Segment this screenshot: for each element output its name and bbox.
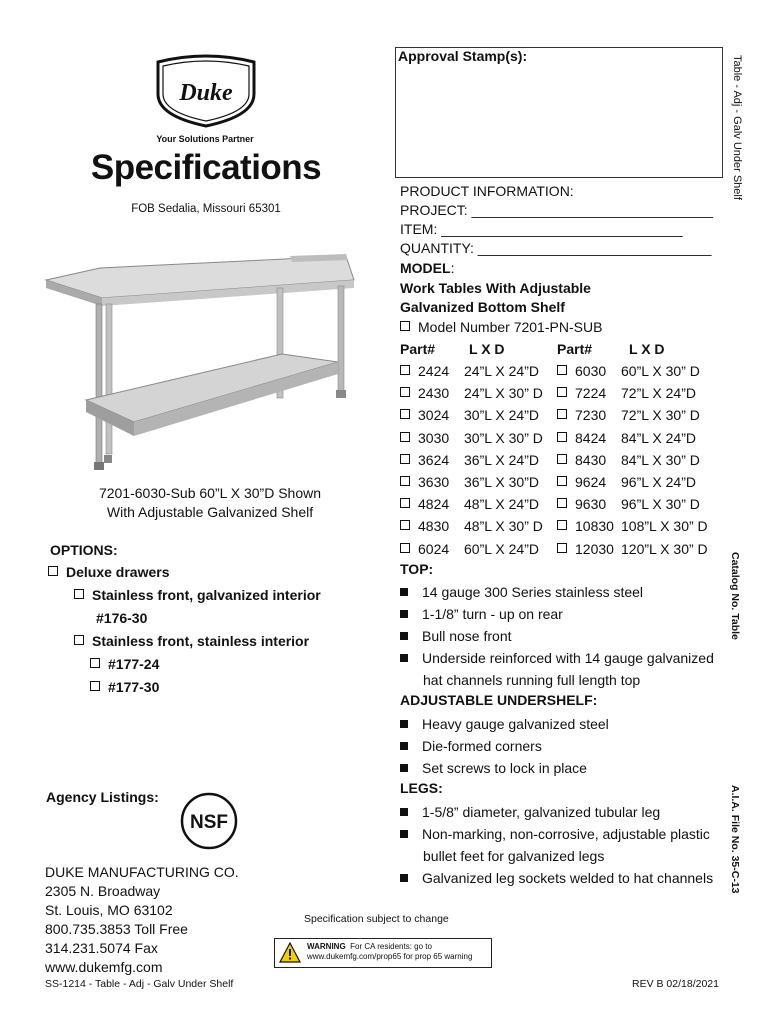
checkbox[interactable]	[557, 543, 567, 553]
bullet-text: Non-marking, non-corrosive, adjustable plastic	[422, 826, 710, 842]
bullet-icon	[400, 588, 408, 596]
option-label: Stainless front, stainless interior	[92, 633, 310, 649]
part-row[interactable]	[557, 430, 696, 446]
bullet-text: Bull nose front	[422, 628, 512, 644]
top-bullet	[400, 625, 512, 647]
option-label: Deluxe drawers	[66, 564, 170, 580]
warning-label: WARNING	[307, 942, 346, 951]
caption-line-2: With Adjustable Galvanized Shelf	[106, 504, 314, 520]
checkbox[interactable]	[48, 566, 58, 576]
part-row[interactable]	[557, 407, 700, 423]
checkbox[interactable]	[557, 387, 567, 397]
checkbox[interactable]	[400, 387, 410, 397]
top-bullet	[400, 647, 714, 691]
model-colon: :	[450, 260, 455, 276]
part-number: 3624	[418, 451, 450, 468]
company-address	[45, 863, 239, 977]
duke-logo	[150, 54, 262, 128]
checkbox[interactable]	[557, 498, 567, 508]
checkbox[interactable]	[557, 476, 567, 486]
option-177-30[interactable]	[90, 679, 159, 695]
bullet-icon	[400, 830, 408, 838]
bullet-text: Heavy gauge galvanized steel	[422, 716, 609, 732]
option-label: #177-24	[108, 656, 160, 672]
option-part-176-30: #176-30	[96, 610, 148, 626]
photo-caption	[60, 484, 360, 522]
part-size: 24”L X 24”D	[464, 363, 539, 379]
part-row[interactable]	[400, 385, 543, 401]
checkbox[interactable]	[74, 635, 84, 645]
part-number: 3030	[418, 429, 450, 446]
part-number: 9630	[575, 496, 607, 513]
checkbox[interactable]	[400, 432, 410, 442]
part-number: 4824	[418, 496, 450, 513]
part-size: 72”L X 30” D	[621, 407, 700, 424]
bullet-text: Galvanized leg sockets welded to hat channels	[422, 870, 714, 886]
top-heading: TOP:	[400, 561, 434, 577]
part-size: 120”L X 30” D	[621, 540, 708, 557]
nsf-text: NSF	[190, 812, 228, 833]
bullet-text: 1-1/8” turn - up on rear	[422, 606, 563, 622]
side-catalog-no: Catalog No. Table	[729, 552, 741, 640]
option-177-24[interactable]	[90, 656, 159, 672]
part-row[interactable]	[557, 496, 700, 512]
checkbox[interactable]	[400, 454, 410, 464]
caption-line-1: 7201-6030-Sub 60”L X 30”D Shown	[98, 485, 322, 501]
part-row[interactable]	[400, 430, 543, 446]
website-link[interactable]: www.dukemfg.com	[45, 959, 163, 975]
tagline: Your Solutions Partner	[156, 134, 254, 144]
bullet-text: 1-5/8” diameter, galvanized tubular leg	[422, 804, 661, 820]
warning-line-2: www.dukemfg.com/prop65 for prop 65 warning	[307, 952, 473, 961]
project-field[interactable]: PROJECT: _______________________________	[400, 202, 713, 218]
part-number: 3024	[418, 407, 450, 424]
checkbox[interactable]	[400, 476, 410, 486]
part-row[interactable]	[400, 363, 539, 379]
part-number: 7224	[575, 385, 607, 402]
part-number: 9624	[575, 474, 607, 490]
col-header-lxd: L X D	[469, 341, 505, 357]
model-description	[400, 279, 591, 317]
work-table-image	[42, 250, 372, 480]
checkbox[interactable]	[557, 409, 567, 419]
warning-text	[307, 942, 472, 962]
part-row[interactable]	[557, 518, 708, 534]
options-heading: OPTIONS:	[50, 542, 118, 558]
top-bullet	[400, 603, 563, 625]
checkbox[interactable]	[400, 543, 410, 553]
address-line: DUKE MANUFACTURING CO.	[45, 864, 239, 880]
part-size: 60”L X 24”D	[464, 540, 539, 557]
bullet-icon	[400, 654, 408, 662]
footer-revision: REV B 02/18/2021	[632, 978, 719, 990]
bullet-text: 14 gauge 300 Series stainless steel	[422, 584, 644, 600]
col-header-lxd: L X D	[629, 341, 665, 357]
part-number: 3630	[418, 474, 450, 490]
option-deluxe-drawers[interactable]	[48, 564, 170, 580]
legs-heading: LEGS:	[400, 780, 443, 796]
part-size: 84”L X 24”D	[621, 429, 696, 446]
part-number: 2430	[418, 385, 450, 402]
address-line: 2305 N. Broadway	[45, 883, 161, 899]
part-number: 6030	[575, 363, 607, 379]
part-size: 96”L X 30” D	[621, 496, 700, 513]
bullet-icon	[400, 808, 408, 816]
checkbox[interactable]	[557, 432, 567, 442]
part-number: 12030	[575, 540, 614, 557]
bullet-icon	[400, 742, 408, 750]
bullet-icon	[400, 720, 408, 728]
checkbox[interactable]	[400, 498, 410, 508]
address-line: 314.231.5074 Fax	[45, 940, 158, 956]
checkbox[interactable]	[90, 681, 100, 691]
part-number: 7230	[575, 407, 607, 424]
legs-bullet	[400, 867, 713, 889]
part-row[interactable]	[400, 474, 539, 490]
part-number: 8424	[575, 429, 607, 446]
warning-line-1: For CA residents: go to	[350, 942, 432, 951]
bullet-icon	[400, 610, 408, 618]
part-size: 108”L X 30” D	[621, 518, 708, 535]
side-title: Table - Adj - Galv Under Shelf	[731, 55, 743, 200]
checkbox[interactable]	[400, 321, 410, 331]
checkbox[interactable]	[400, 409, 410, 419]
bullet-text-cont: bullet feet for galvanized legs	[423, 848, 605, 864]
option-stainless-galv[interactable]	[74, 587, 321, 603]
undershelf-bullet	[400, 735, 542, 757]
bullet-text: Set screws to lock in place	[422, 760, 587, 776]
option-label: #177-30	[108, 679, 160, 695]
bullet-icon	[400, 632, 408, 640]
checkbox[interactable]	[557, 365, 567, 375]
part-row[interactable]	[400, 518, 543, 534]
side-aia-file-no: A.I.A. File No. 35-C-13	[729, 785, 741, 894]
bullet-text: Underside reinforced with 14 gauge galvanized	[422, 650, 714, 666]
address-line: St. Louis, MO 63102	[45, 902, 173, 918]
col-header-part: Part#	[400, 341, 436, 357]
part-number: 6024	[418, 540, 450, 557]
model-label: MODEL	[400, 260, 451, 276]
quantity-field[interactable]: QUANTITY: ______________________________	[400, 240, 712, 256]
checkbox[interactable]	[400, 520, 410, 530]
model-heading	[400, 260, 454, 276]
fob-location: FOB Sedalia, Missouri 65301	[131, 203, 281, 215]
spec-note: Specification subject to change	[304, 913, 449, 925]
model-number: Model Number 7201-PN-SUB	[418, 319, 603, 335]
agency-heading: Agency Listings:	[46, 789, 159, 805]
prop65-warning	[274, 938, 492, 968]
checkbox[interactable]	[74, 589, 84, 599]
part-size: 84”L X 30” D	[621, 451, 700, 468]
page-title: Specifications	[90, 148, 322, 187]
part-size: 72”L X 24”D	[621, 385, 696, 402]
part-size: 30”L X 24”D	[464, 407, 539, 424]
option-stainless-stainless[interactable]	[74, 633, 309, 649]
bullet-icon	[400, 764, 408, 772]
bullet-text-cont: hat channels running full length top	[423, 672, 641, 688]
legs-bullet	[400, 801, 660, 823]
bullet-text: Die-formed corners	[422, 738, 542, 754]
checkbox[interactable]	[557, 520, 567, 530]
legs-bullet	[400, 823, 710, 867]
part-size: 60”L X 30” D	[621, 363, 700, 379]
part-row[interactable]	[400, 541, 539, 557]
part-size: 24”L X 30” D	[464, 385, 543, 402]
part-row[interactable]	[400, 452, 539, 468]
checkbox[interactable]	[400, 365, 410, 375]
part-row[interactable]	[557, 363, 700, 379]
item-field[interactable]: ITEM: _______________________________	[400, 221, 683, 237]
part-number: 2424	[418, 363, 450, 379]
part-size: 48”L X 24”D	[464, 496, 539, 513]
part-number: 8430	[575, 451, 607, 468]
bullet-icon	[400, 874, 408, 882]
part-row[interactable]	[557, 385, 696, 401]
part-size: 96”L X 24”D	[621, 474, 696, 490]
checkbox[interactable]	[90, 658, 100, 668]
warning-icon	[279, 942, 301, 964]
approval-stamp-box	[395, 47, 723, 178]
option-label: Stainless front, galvanized interior	[92, 587, 321, 603]
part-size: 48”L X 30” D	[464, 518, 543, 535]
top-bullet	[400, 581, 643, 603]
product-info-heading: PRODUCT INFORMATION:	[400, 183, 574, 199]
checkbox[interactable]	[557, 454, 567, 464]
part-row[interactable]	[400, 407, 539, 423]
col-header-part: Part#	[557, 341, 593, 357]
part-number: 4830	[418, 518, 450, 535]
model-number-option[interactable]	[400, 319, 602, 335]
part-row[interactable]	[557, 452, 700, 468]
part-size: 36”L X 30”D	[464, 474, 539, 490]
footer-doc-id: SS-1214 - Table - Adj - Galv Under Shelf	[45, 978, 234, 990]
undershelf-heading: ADJUSTABLE UNDERSHELF:	[400, 692, 598, 708]
part-size: 36”L X 24”D	[464, 451, 539, 468]
undershelf-bullet	[400, 757, 587, 779]
approval-label: Approval Stamp(s):	[398, 48, 528, 64]
address-line: 800.735.3853 Toll Free	[45, 921, 188, 937]
part-row[interactable]	[400, 496, 539, 512]
model-desc-line-2: Galvanized Bottom Shelf	[400, 299, 565, 315]
undershelf-bullet	[400, 713, 609, 735]
product-information	[400, 182, 713, 258]
part-row[interactable]	[557, 541, 708, 557]
logo-text: Duke	[179, 80, 233, 106]
part-row[interactable]	[557, 474, 696, 490]
model-desc-line-1: Work Tables With Adjustable	[400, 280, 591, 296]
part-size: 30”L X 30” D	[464, 429, 543, 446]
nsf-logo	[180, 792, 238, 850]
part-number: 10830	[575, 518, 614, 535]
